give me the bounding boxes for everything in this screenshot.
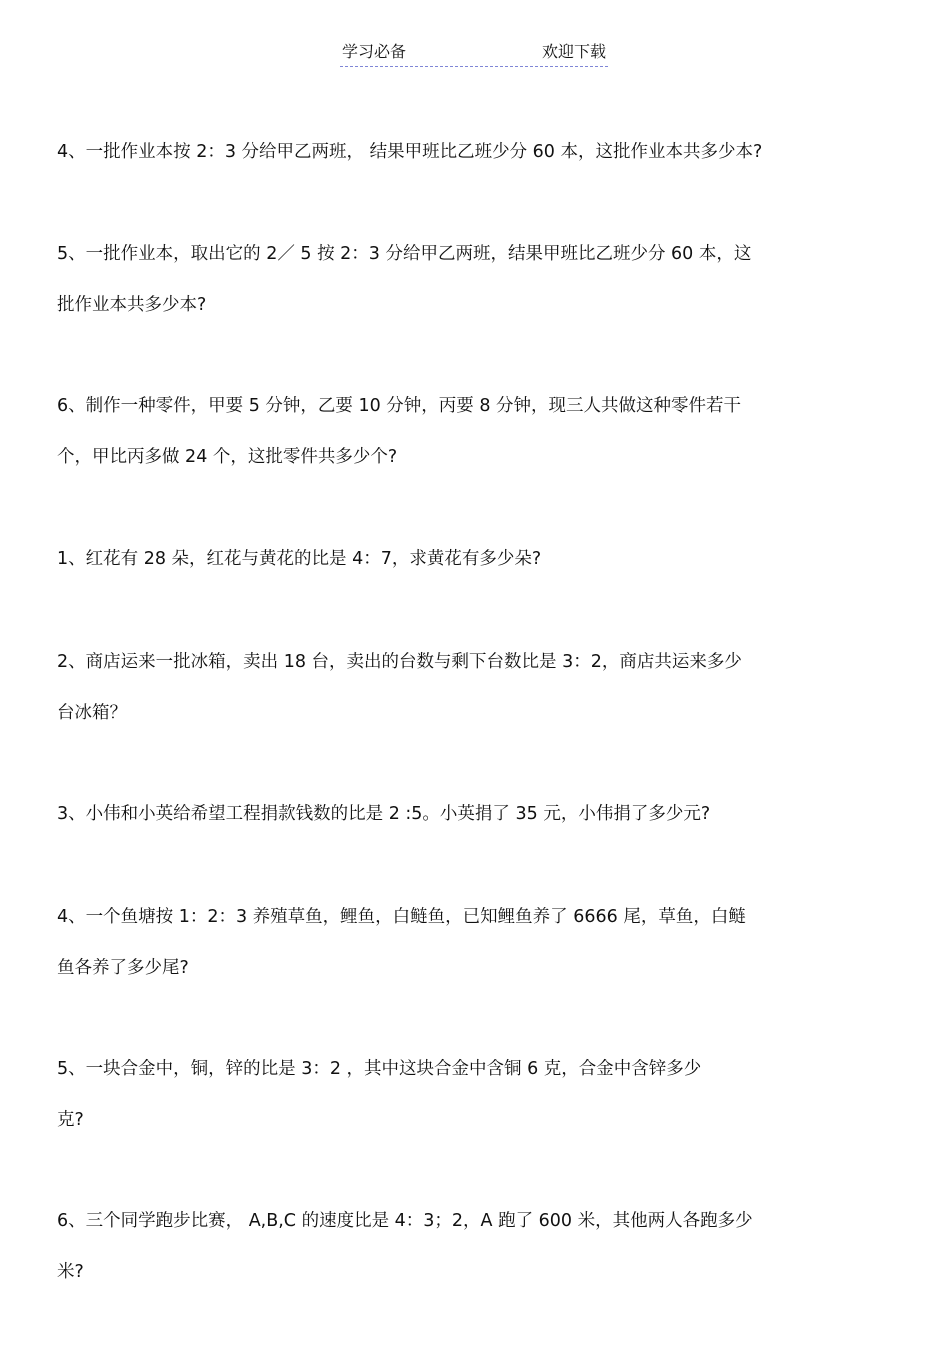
problem-a6 xyxy=(57,381,892,483)
problem-line: 4、一批作业本按 2：3 分给甲乙两班， 结果甲班比乙班少分 60 本，这批作业本共多少本? xyxy=(57,142,763,162)
problem-line: 5、一批作业本，取出它的 2／ 5 按 2：3 分给甲乙两班，结果甲班比乙班少分 60 本，这 xyxy=(57,244,752,264)
problem-line: 批作业本共多少本? xyxy=(57,295,207,315)
problem-b6 xyxy=(57,1196,892,1298)
problem-line: 2、商店运来一批冰箱，卖出 18 台，卖出的台数与剩下台数比是 3：2，商店共运来多少 xyxy=(57,652,742,672)
problem-a5 xyxy=(57,229,892,331)
problem-line: 个，甲比丙多做 24 个，这批零件共多少个? xyxy=(57,447,398,467)
header-left-text: 学习必备 xyxy=(342,42,407,61)
problem-b4 xyxy=(57,892,892,994)
problem-line: 克? xyxy=(57,1110,84,1130)
header-right-text: 欢迎下载 xyxy=(541,42,606,61)
problem-b5 xyxy=(57,1044,892,1146)
problem-b1 xyxy=(57,534,892,585)
problem-b2 xyxy=(57,637,892,739)
problem-line: 鱼各养了多少尾? xyxy=(57,958,189,978)
problem-line: 1、红花有 28 朵，红花与黄花的比是 4：7，求黄花有多少朵? xyxy=(57,549,542,569)
problem-line: 5、一块合金中，铜，锌的比是 3：2 ，其中这块合金中含铜 6 克，合金中含锌多少 xyxy=(57,1059,702,1079)
page-header xyxy=(340,40,608,67)
problem-b3 xyxy=(57,789,892,840)
problem-line: 米? xyxy=(57,1262,84,1282)
problem-a4 xyxy=(57,127,892,178)
problem-line: 6、制作一种零件，甲要 5 分钟，乙要 10 分钟，丙要 8 分钟，现三人共做这种零件若干 xyxy=(57,396,742,416)
problem-line: 4、一个鱼塘按 1：2：3 养殖草鱼，鲤鱼，白鲢鱼，已知鲤鱼养了 6666 尾，草鱼，白鲢 xyxy=(57,907,746,927)
problem-line: 3、小伟和小英给希望工程捐款钱数的比是 2 :5。小英捐了 35 元，小伟捐了多少元? xyxy=(57,804,711,824)
problem-line: 台冰箱？ xyxy=(57,703,127,723)
problem-line: 6、三个同学跑步比赛， A,B,C 的速度比是 4：3；2，A 跑了 600 米，其他两人各跑多少 xyxy=(57,1211,753,1231)
